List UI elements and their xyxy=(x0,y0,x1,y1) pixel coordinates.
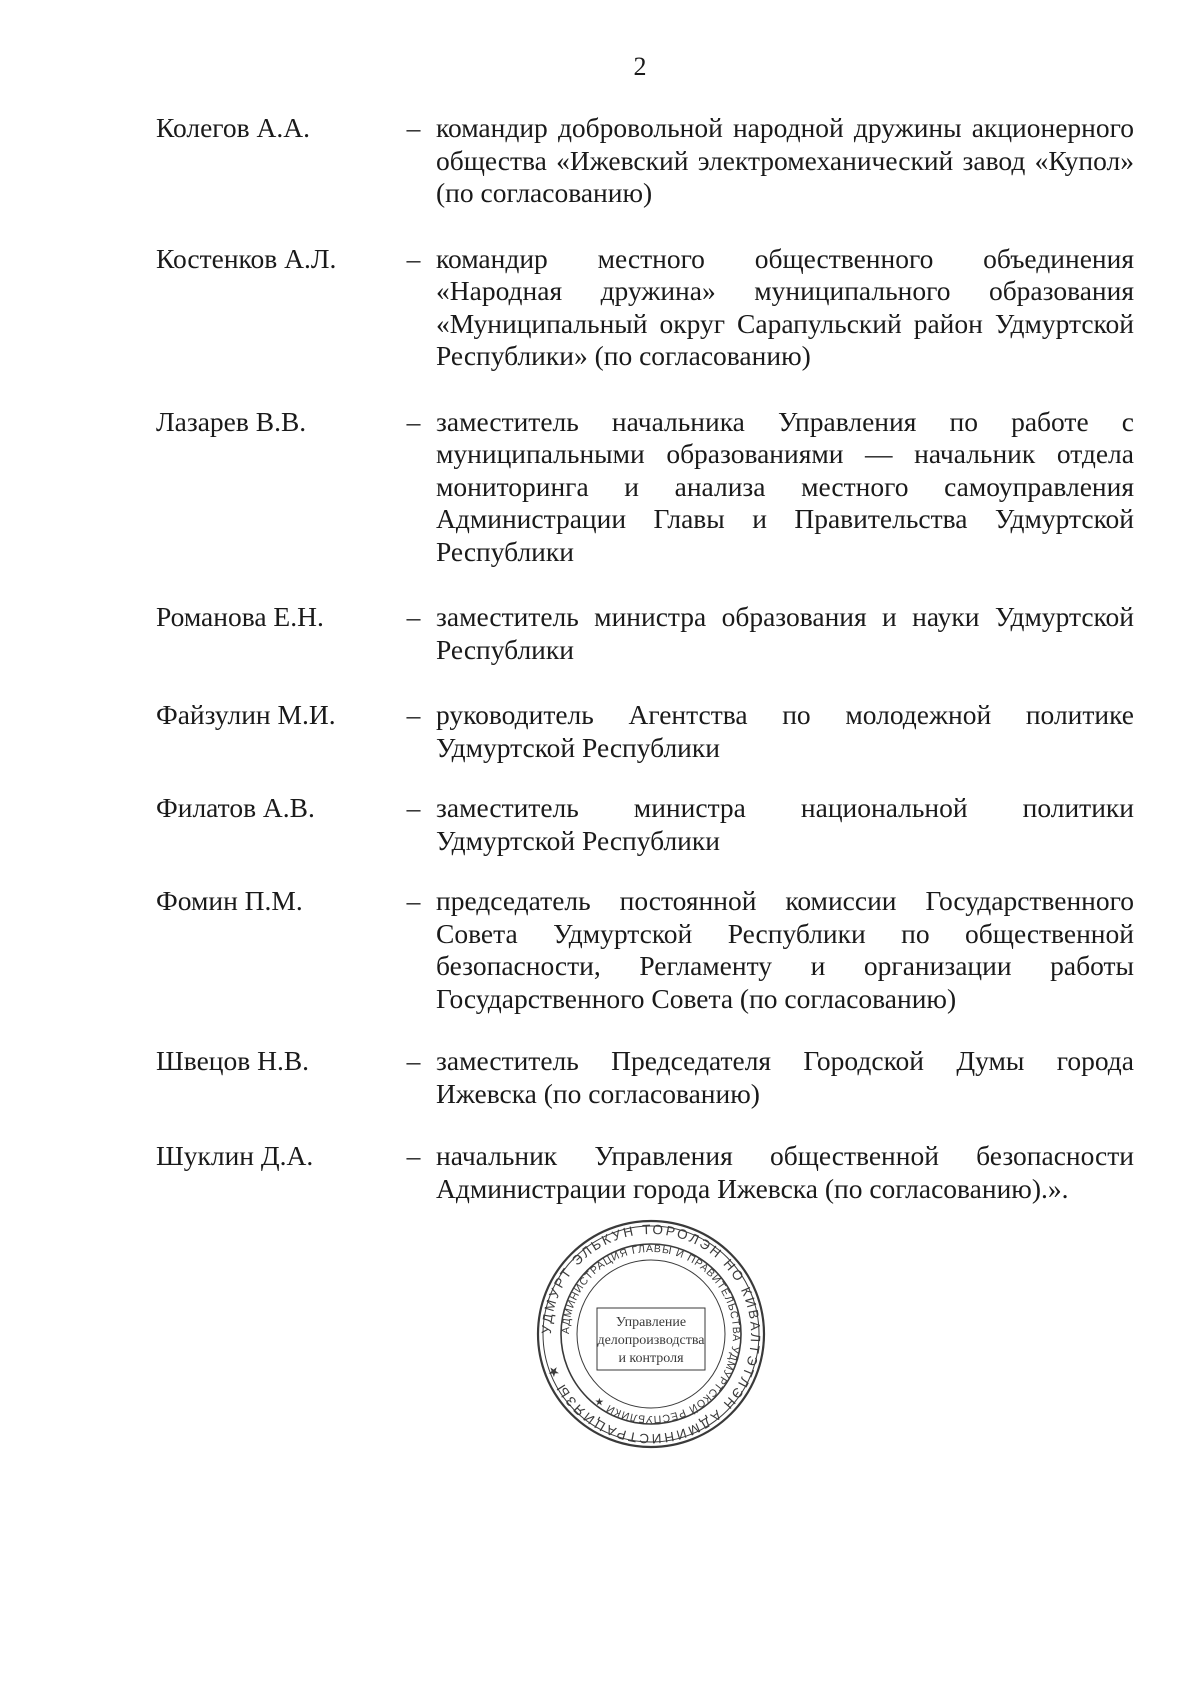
member-name: Колегов А.А. xyxy=(156,112,310,143)
member-entry xyxy=(156,1140,1134,1205)
member-position: председатель постоянной комиссии Государственного Совета Удмуртской Республики по общественной безопасности, Регламенту и организации работы Государственного Совета (по согласованию) xyxy=(436,885,1134,1014)
member-entry xyxy=(156,885,1134,1015)
member-dash: – xyxy=(406,1140,421,1171)
member-position: заместитель Председателя Городской Думы города Ижевска (по согласованию) xyxy=(436,1045,1134,1109)
member-name: Швецов Н.В. xyxy=(156,1045,310,1076)
member-position: начальник Управления общественной безопасности Администрации города Ижевска (по согласованию).». xyxy=(436,1140,1134,1204)
member-name: Костенков А.Л. xyxy=(156,242,337,274)
svg-text:делопроизводства: делопроизводства xyxy=(597,1333,705,1348)
member-dash: – xyxy=(406,601,421,632)
member-name: Филатов А.В. xyxy=(156,792,315,823)
member-name: Романова Е.Н. xyxy=(156,601,324,632)
member-dash: – xyxy=(406,405,421,437)
member-dash: – xyxy=(406,792,421,823)
svg-text:АДМИНИСТРАЦИЯ ГЛАВЫ И ПРАВИТЕЛ: АДМИНИСТРАЦИЯ ГЛАВЫ И ПРАВИТЕЛЬСТВА УДМУРТСКОЙ РЕСПУБЛИКИ ★ xyxy=(559,1242,743,1426)
member-name: Файзулин М.И. xyxy=(156,699,336,730)
svg-text:и контроля: и контроля xyxy=(618,1351,684,1366)
member-dash: – xyxy=(406,112,421,143)
member-entry xyxy=(156,112,1134,210)
member-dash: – xyxy=(406,699,421,730)
member-entry xyxy=(156,1045,1134,1110)
member-dash: – xyxy=(406,885,421,916)
member-entry xyxy=(156,243,1134,373)
member-position: руководитель Агентства по молодежной политике Удмуртской Республики xyxy=(436,699,1134,763)
member-dash: – xyxy=(406,242,421,274)
member-entry xyxy=(156,601,1134,666)
member-dash: – xyxy=(406,1045,421,1076)
member-position: командир местного общественного объединения «Народная дружина» муниципального образования «Муниципальный округ Сарапульский район Удмуртской Республики» (по согласованию) xyxy=(436,242,1134,371)
member-entry xyxy=(156,792,1134,857)
svg-text:Управление: Управление xyxy=(615,1315,687,1330)
member-entry xyxy=(156,406,1134,569)
member-name: Лазарев В.В. xyxy=(156,405,307,437)
member-position: заместитель министра национальной политики Удмуртской Республики xyxy=(436,792,1134,856)
member-name: Шуклин Д.А. xyxy=(156,1140,314,1171)
member-position: заместитель начальника Управления по работе с муниципальными образованиями — начальник отдела мониторинга и анализа местного самоуправления Администрации Главы и Правительства Удмуртской Республики xyxy=(436,405,1134,567)
member-entry xyxy=(156,699,1134,764)
member-name: Фомин П.М. xyxy=(156,885,303,916)
page-number: 2 xyxy=(633,52,647,81)
official-seal xyxy=(535,1218,767,1450)
member-position: заместитель министра образования и науки Удмуртской Республики xyxy=(436,601,1134,665)
svg-text:УДМУРТ ЭЛЬКУН ТОРОЛЭН НО КИВАЛ: УДМУРТ ЭЛЬКУН ТОРОЛЭН НО КИВАЛТЭТЛЭН АДМИНИСТРАЦИЯЗЫ ★ xyxy=(538,1221,764,1447)
member-position: командир добровольной народной дружины акционерного общества «Ижевский электромеханический завод «Купол» (по согласованию) xyxy=(436,112,1134,208)
members-roster xyxy=(156,112,1134,1205)
